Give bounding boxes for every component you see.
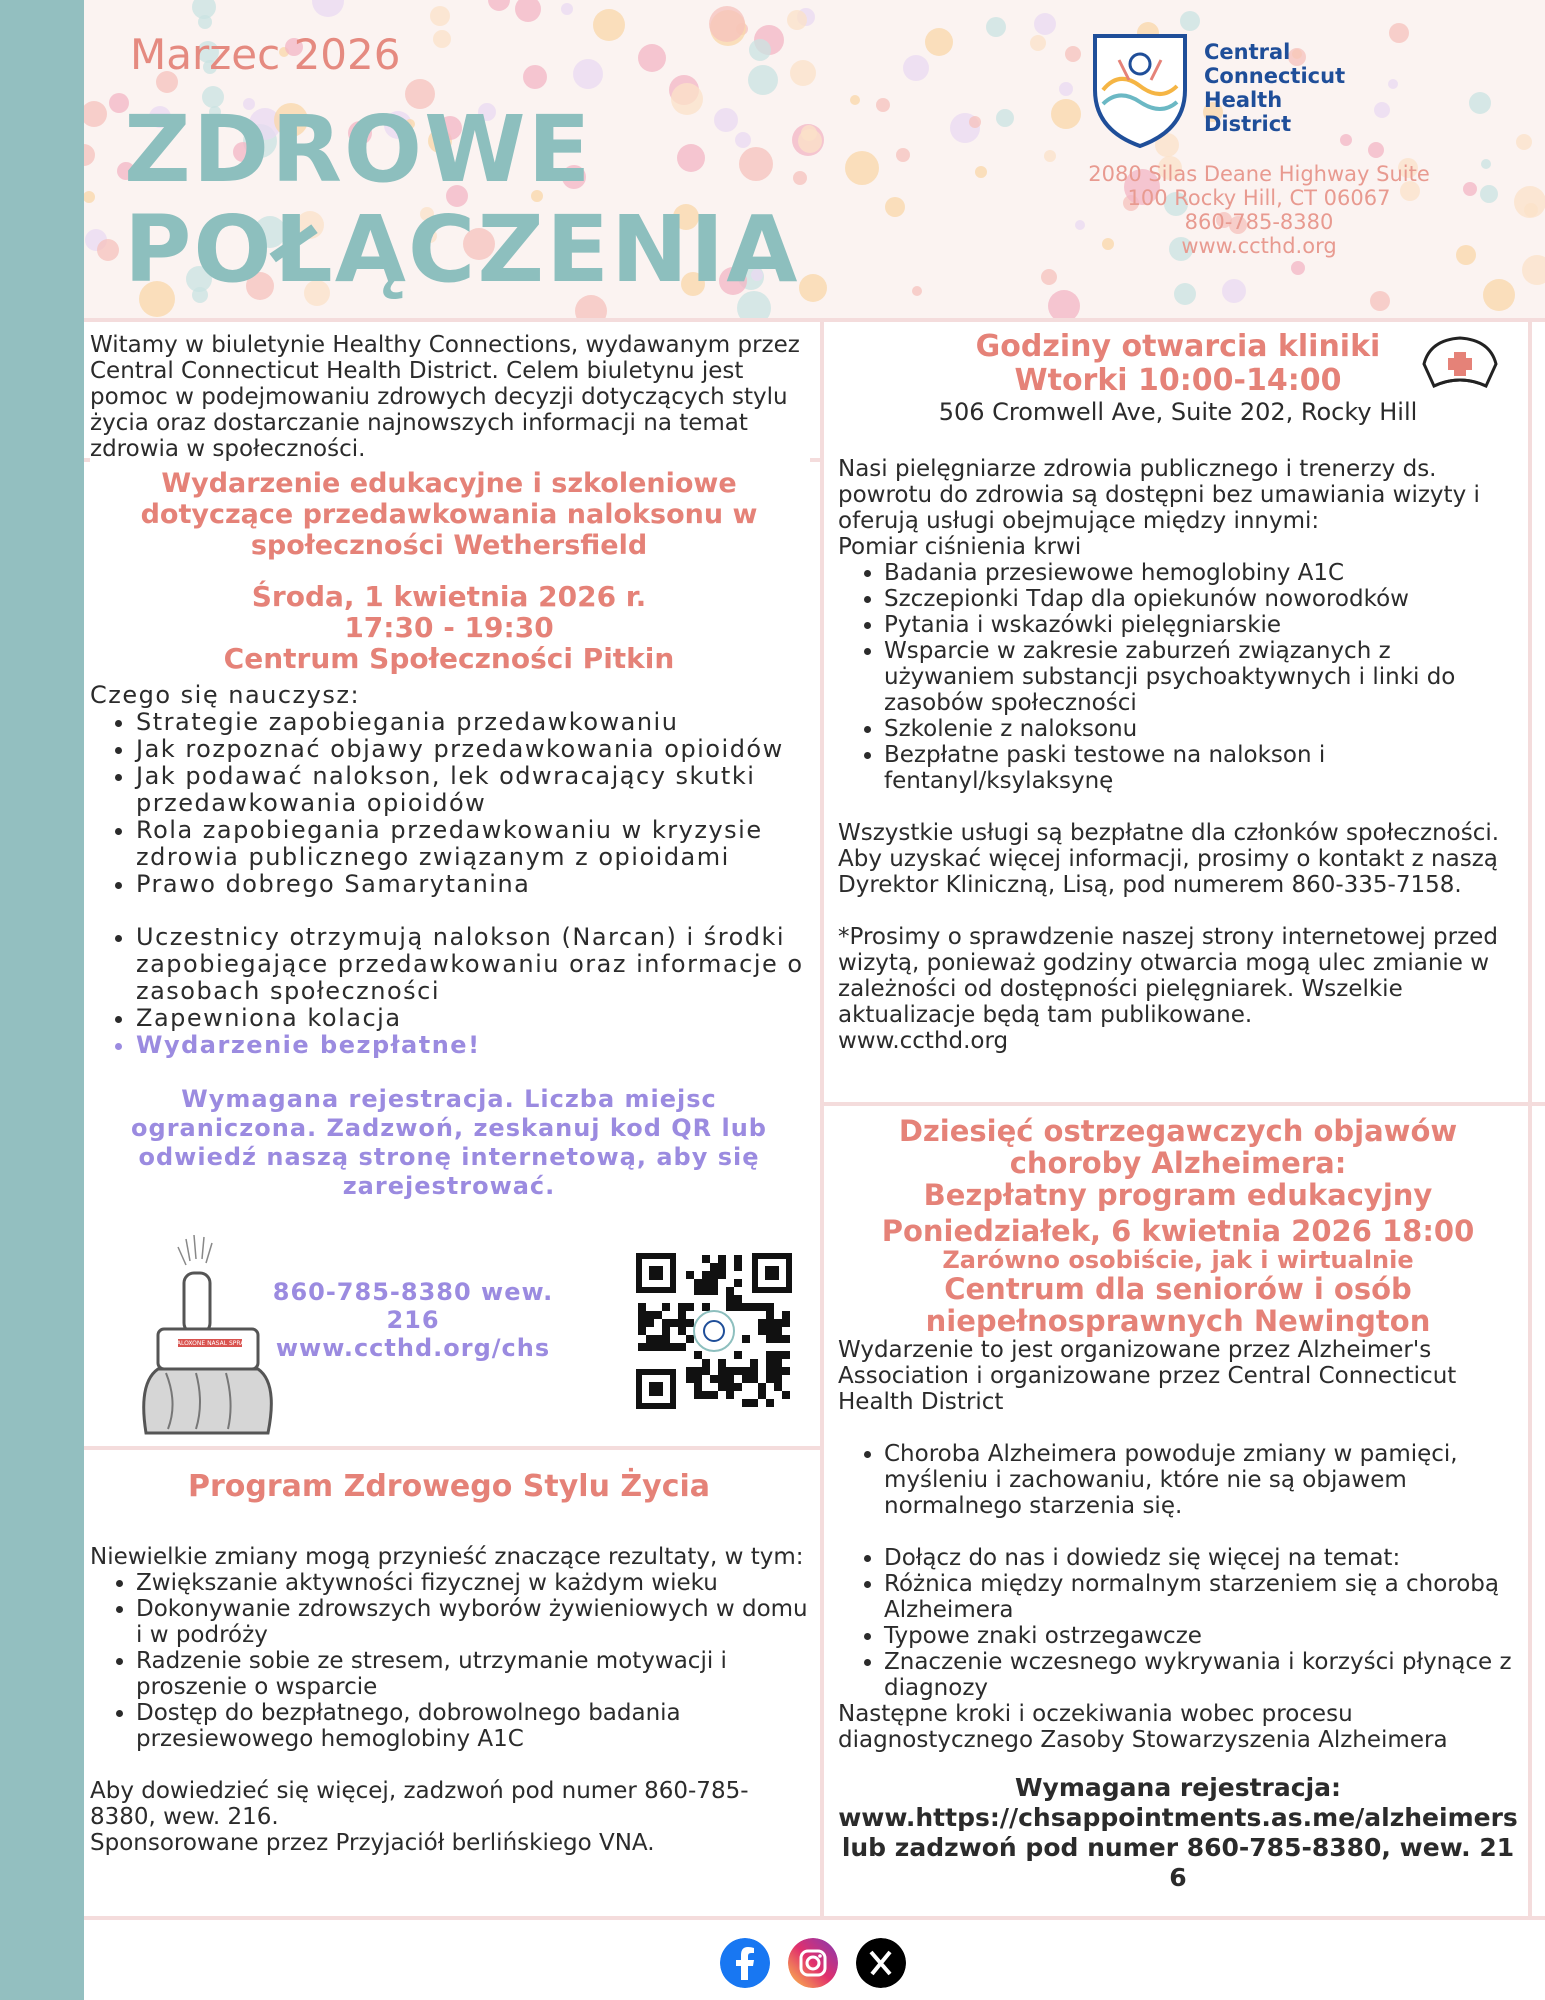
org-name-line: Connecticut [1204, 64, 1346, 88]
alz-topics-list [838, 1545, 1518, 1701]
flower-decoration [1370, 291, 1390, 311]
qr-module [758, 1303, 766, 1311]
lifestyle-title: Program Zdrowego Stylu Życia [187, 1469, 711, 1504]
flower-decoration [1048, 290, 1080, 318]
learn-label: Czego się nauczysz: [90, 681, 361, 709]
qr-module [734, 1383, 742, 1391]
qr-module [782, 1351, 790, 1359]
qr-module [774, 1383, 782, 1391]
lifestyle-list [90, 1570, 808, 1752]
list-item: • Pytania i wskazówki pielęgniarskie [884, 612, 1518, 638]
qr-module [726, 1287, 734, 1295]
qr-module [718, 1367, 726, 1375]
org-name-line: Health [1204, 88, 1283, 112]
qr-module [694, 1375, 702, 1383]
qr-module [766, 1351, 774, 1359]
qr-module [774, 1375, 782, 1383]
lifestyle-sponsor: Sponsorowane przez Przyjaciół berlińskiego VNA. [90, 1830, 655, 1856]
flower-decoration [515, 0, 541, 22]
address-website[interactable]: www.ccthd.org [1181, 234, 1337, 258]
qr-module [758, 1383, 766, 1391]
clinic-hours: Wtorki 10:00-14:00 [1014, 363, 1342, 398]
list-item: • Strategie zapobiegania przedawkowaniu [136, 709, 808, 736]
x-icon[interactable] [856, 1938, 906, 1988]
title-line-1: ZDROWE [124, 96, 593, 203]
qr-module [670, 1319, 678, 1327]
free-event-item: • Wydarzenie bezpłatne! [136, 1032, 808, 1059]
list-item: • Rola zapobiegania przedawkowaniu w kryzysie zdrowia publicznego związanym z opioidami [136, 817, 808, 871]
qr-module [726, 1375, 734, 1383]
facebook-icon[interactable] [720, 1938, 770, 1988]
qr-module [718, 1271, 726, 1279]
qr-module [774, 1319, 782, 1327]
list-item: • Wsparcie w zakresie zaburzeń związanych z używaniem substancji psychoaktywnych i linki do zasobów społeczności [884, 638, 1518, 716]
flower-decoration [84, 191, 95, 203]
flower-decoration [798, 129, 822, 153]
qr-module [766, 1311, 774, 1319]
alz-mode: Zarówno osobiście, jak i wirtualnie [942, 1246, 1414, 1274]
qr-module [774, 1359, 782, 1367]
flower-decoration [1522, 255, 1545, 285]
qr-module [734, 1303, 742, 1311]
newsletter-title [124, 96, 800, 303]
address-line: 2080 Silas Deane Highway Suite [1088, 162, 1430, 186]
flower-decoration [1041, 269, 1057, 285]
alz-intro: Wydarzenie to jest organizowane przez Alzheimer's Association i organizowane przez Central Connecticut Health District [838, 1337, 1457, 1415]
qr-module [742, 1399, 750, 1407]
registration-qr-code[interactable] [636, 1253, 792, 1409]
instagram-icon[interactable] [788, 1938, 838, 1988]
flower-decoration [850, 95, 860, 105]
qr-module [750, 1367, 758, 1375]
list-item: • Radzenie sobie ze stresem, utrzymanie motywacji i proszenie o wsparcie [136, 1648, 808, 1700]
qr-module [726, 1391, 734, 1399]
flower-decoration [885, 197, 905, 217]
qr-module [702, 1359, 710, 1367]
clinic-website-note: *Prosimy o sprawdzenie naszej strony internetowej przed wizytą, ponieważ godziny otwarcia mogą ulec zmianie w zależności od dostępności pielęgniarek. Wszelkie aktualizacje będą tam publikowane. [838, 924, 1498, 1028]
list-item: • Dokonywanie zdrowszych wyborów żywieniowych w domu i w podróży [136, 1596, 808, 1648]
flower-decoration [1034, 13, 1056, 35]
qr-module [766, 1399, 774, 1407]
qr-module [726, 1295, 734, 1303]
qr-module [694, 1351, 702, 1359]
flower-decoration [1516, 134, 1532, 150]
qr-module [766, 1367, 774, 1375]
qr-module [662, 1319, 670, 1327]
qr-module [734, 1351, 742, 1359]
qr-module [702, 1303, 710, 1311]
issue-month: Marzec 2026 [130, 30, 401, 79]
learn-list [90, 709, 808, 898]
qr-module [638, 1343, 646, 1351]
flower-decoration [1483, 279, 1515, 311]
qr-module [782, 1367, 790, 1375]
qr-module [678, 1319, 686, 1327]
qr-module [726, 1383, 734, 1391]
flower-decoration [430, 6, 450, 26]
header-banner [84, 0, 1545, 318]
qr-module [750, 1399, 758, 1407]
alz-subtitle: Bezpłatny program edukacyjny [923, 1178, 1433, 1212]
qr-module [710, 1391, 718, 1399]
qr-module [766, 1359, 774, 1367]
flower-decoration [1524, 203, 1538, 217]
qr-module [662, 1343, 670, 1351]
flower-decoration [523, 65, 547, 89]
flower-decoration [925, 28, 953, 56]
qr-module [662, 1327, 670, 1335]
qr-module [694, 1287, 702, 1295]
qr-module [646, 1311, 654, 1319]
lifestyle-intro: Niewielkie zmiany mogą przynieść znaczące rezultaty, w tym: [90, 1544, 804, 1570]
list-item: • Dostęp do bezpłatnego, dobrowolnego badania przesiewowego hemoglobiny A1C [136, 1700, 808, 1752]
qr-module [702, 1271, 710, 1279]
divider [820, 318, 824, 1918]
divider [84, 1446, 820, 1450]
list-item: • Zwiększanie aktywności fizycznej w każdym wieku [136, 1570, 808, 1596]
qr-module [702, 1391, 710, 1399]
benefits-list [90, 924, 808, 1059]
qr-module [686, 1367, 694, 1375]
flower-decoration [573, 59, 603, 89]
intro-section [90, 332, 810, 462]
list-item: • Typowe znaki ostrzegawcze [884, 1623, 1518, 1649]
qr-module [686, 1335, 694, 1343]
qr-module [742, 1375, 750, 1383]
qr-module [718, 1263, 726, 1271]
qr-module [774, 1367, 782, 1375]
flower-decoration [1030, 35, 1046, 51]
qr-module [758, 1391, 766, 1399]
qr-module [766, 1327, 774, 1335]
qr-module [694, 1391, 702, 1399]
qr-module [686, 1375, 694, 1383]
flower-decoration [1044, 150, 1056, 162]
qr-module [694, 1383, 702, 1391]
list-item: • Szczepionki Tdap dla opiekunów noworodków [884, 586, 1518, 612]
alz-place: Centrum dla seniorów i osób niepełnosprawnych Newington [925, 1272, 1431, 1338]
qr-module [766, 1375, 774, 1383]
list-item: • Jak podawać nalokson, lek odwracający skutki przedawkowania opioidów [136, 763, 808, 817]
qr-module [782, 1391, 790, 1399]
lifestyle-contact: Aby dowiedzieć się więcej, zadzwoń pod numer 860-785-8380, wew. 216. [90, 1778, 749, 1830]
qr-module [678, 1303, 686, 1311]
org-name-line: District [1204, 112, 1292, 136]
divider [824, 1102, 1545, 1106]
qr-module [774, 1327, 782, 1335]
qr-module [638, 1303, 646, 1311]
lifestyle-program-section [90, 1470, 808, 1856]
flower-decoration [97, 239, 119, 261]
qr-module [750, 1375, 758, 1383]
flower-decoration [975, 166, 987, 178]
qr-module [662, 1335, 670, 1343]
learn-section [90, 682, 808, 1059]
registration-note: Wymagana rejestracja. Liczba miejsc ograniczona. Zadzwoń, zeskanuj kod QR lub odwiedź naszą stronę internetową, aby się zarejestrować. [131, 1085, 767, 1200]
flower-decoration [749, 39, 771, 61]
list-item: • Zapewniona kolacja [136, 1005, 808, 1032]
clinic-address: 506 Cromwell Ave, Suite 202, Rocky Hill [938, 398, 1418, 426]
qr-module [734, 1255, 742, 1263]
list-item: • Choroba Alzheimera powoduje zmiany w pamięci, myśleniu i zachowaniu, które nie są objawem normalnego starzenia się. [884, 1441, 1518, 1519]
qr-module [646, 1319, 654, 1327]
qr-module [670, 1343, 678, 1351]
flower-decoration [845, 151, 879, 185]
flower-decoration [84, 101, 107, 127]
list-item: • Jak rozpoznać objawy przedawkowania opioidów [136, 736, 808, 763]
event-website[interactable]: www.ccthd.org/chs [275, 1334, 551, 1362]
flower-decoration [896, 148, 910, 162]
qr-module [686, 1303, 694, 1311]
qr-module [694, 1367, 702, 1375]
qr-module [718, 1359, 726, 1367]
flower-decoration [1469, 92, 1491, 114]
intro-text: Witamy w biuletynie Healthy Connections, wydawanym przez Central Connecticut Health District. Celem biuletynu jest pomoc w podejmowaniu zdrowych decyzji dotyczących stylu życia oraz dostarczanie najnowszych informacji na temat zdrowia w społeczności. [90, 332, 800, 462]
flower-decoration [1174, 283, 1196, 305]
qr-module [654, 1311, 662, 1319]
flower-decoration [561, 3, 573, 15]
qr-module [678, 1327, 686, 1335]
list-item: • Dołącz do nas i dowiedz się więcej na temat: [884, 1545, 1518, 1571]
alz-date: Poniedziałek, 6 kwietnia 2026 18:00 [881, 1214, 1475, 1248]
alz-next-steps: Następne kroki i oczekiwania wobec procesu diagnostycznego Zasoby Stowarzyszenia Alzheimera [838, 1701, 1448, 1753]
list-item: • Prawo dobrego Samarytanina [136, 871, 808, 898]
flower-decoration [709, 6, 745, 42]
list-item: • Różnica między normalnym starzeniem się a chorobą Alzheimera [884, 1571, 1518, 1623]
flower-decoration [1065, 46, 1081, 62]
event-time: 17:30 - 19:30 [344, 611, 554, 644]
qr-module [638, 1327, 646, 1335]
divider [84, 1916, 1545, 1920]
qr-module [702, 1279, 710, 1287]
event-title: Wydarzenie edukacyjne i szkoleniowe dotyczące przedawkowania naloksonu w społeczności Wethersfield [140, 468, 758, 561]
qr-module [678, 1343, 686, 1351]
flower-decoration [903, 55, 929, 81]
flower-decoration [312, 0, 344, 17]
qr-module [646, 1343, 654, 1351]
event-date: Środa, 1 kwietnia 2026 r. [251, 580, 647, 613]
event-place: Centrum Społeczności Pitkin [223, 642, 675, 675]
clinic-title: Godziny otwarcia kliniki [975, 329, 1381, 364]
flower-decoration [996, 109, 1014, 127]
divider [84, 318, 1545, 322]
qr-module [694, 1279, 702, 1287]
flower-decoration [986, 17, 1006, 37]
qr-module [710, 1279, 718, 1287]
org-name-line: Central [1204, 40, 1291, 64]
flower-decoration [969, 116, 981, 128]
flower-decoration [787, 10, 807, 30]
qr-module [726, 1367, 734, 1375]
nurse-cap-icon [1420, 334, 1500, 394]
flower-decoration [1059, 82, 1073, 96]
address-phone: 860-785-8380 [1184, 210, 1334, 234]
qr-module [662, 1303, 670, 1311]
qr-module [638, 1311, 646, 1319]
flower-decoration [876, 98, 890, 112]
qr-module [750, 1359, 758, 1367]
alz-title: Dziesięć ostrzegawczych objawów choroby Alzheimera: [898, 1114, 1458, 1180]
clinic-hours-section [838, 330, 1518, 1054]
flower-decoration [790, 60, 816, 86]
qr-module [734, 1263, 742, 1271]
event-phone[interactable]: 860-785-8380 wew. 216 [272, 1278, 554, 1334]
left-sidebar-band [0, 0, 84, 2000]
alz-reg-link[interactable]: www.https://chsappointments.as.me/alzheimers lub zadzwoń pod numer 860-785-8380, wew. 216 [838, 1803, 1518, 1892]
qr-module [734, 1367, 742, 1375]
qr-module [758, 1327, 766, 1335]
flower-decoration [1291, 261, 1305, 275]
qr-module [654, 1343, 662, 1351]
qr-module [702, 1255, 710, 1263]
qr-module [710, 1287, 718, 1295]
clinic-website[interactable]: www.ccthd.org [838, 1028, 1009, 1054]
clinic-services-list [838, 560, 1518, 794]
flower-decoration [748, 65, 778, 95]
divider [1528, 318, 1532, 1918]
qr-module [742, 1367, 750, 1375]
qr-module [718, 1383, 726, 1391]
flower-decoration [638, 44, 666, 72]
clinic-first-service: Pomiar ciśnienia krwi [838, 534, 1082, 560]
qr-module [686, 1319, 694, 1327]
org-address [1004, 162, 1514, 258]
list-item: • Znaczenie wczesnego wykrywania i korzyści płynące z diagnozy [884, 1649, 1518, 1701]
qr-module [678, 1311, 686, 1319]
qr-module [702, 1367, 710, 1375]
list-item: • Badania przesiewowe hemoglobiny A1C [884, 560, 1518, 586]
qr-module [766, 1303, 774, 1311]
qr-module [654, 1335, 662, 1343]
qr-module [766, 1319, 774, 1327]
nasal-spray-illustration [138, 1233, 288, 1443]
alz-reg-label: Wymagana rejestracja: [1014, 1773, 1342, 1802]
flower-decoration [593, 9, 625, 41]
flower-decoration [198, 15, 212, 29]
qr-module [782, 1335, 790, 1343]
qr-module [718, 1255, 726, 1263]
qr-module [686, 1271, 694, 1279]
qr-module [766, 1335, 774, 1343]
address-line: 100 Rocky Hill, CT 06067 [1127, 186, 1391, 210]
flower-decoration [1180, 11, 1200, 31]
qr-module [710, 1375, 718, 1383]
qr-module [638, 1319, 646, 1327]
qr-module [782, 1319, 790, 1327]
qr-module [718, 1375, 726, 1383]
qr-module [646, 1335, 654, 1343]
flower-decoration [1051, 99, 1081, 129]
qr-module [734, 1295, 742, 1303]
event-contact [268, 1278, 558, 1362]
flower-decoration [799, 274, 827, 302]
qr-module [758, 1319, 766, 1327]
flower-decoration [912, 286, 922, 296]
qr-module [742, 1335, 750, 1343]
clinic-free-note: Wszystkie usługi są bezpłatne dla członków społeczności. Aby uzyskać więcej informacji, prosimy o kontakt z naszą Dyrektor Kliniczną, Lisą, pod numerem 860-335-7158. [838, 820, 1500, 898]
alzheimer-program-section [838, 1115, 1518, 1893]
qr-module [742, 1303, 750, 1311]
flower-decoration [433, 30, 451, 48]
spray-label: NALOXONE NASAL SPRAY [172, 1340, 248, 1347]
org-name [1204, 40, 1345, 136]
qr-module [710, 1271, 718, 1279]
list-item: • Uczestnicy otrzymują nalokson (Narcan) i środki zapobiegające przedawkowaniu oraz informacje o zasobach społeczności [136, 924, 808, 1005]
flower-decoration [1222, 279, 1246, 303]
title-line-2: POŁĄCZENIA [124, 196, 800, 303]
flower-decoration [488, 0, 510, 11]
qr-module [750, 1303, 758, 1311]
clinic-intro: Nasi pielęgniarze zdrowia publicznego i trenerzy ds. powrotu do zdrowia są dostępni bez umawiania wizyty i oferują usługi obejmujące między innymi: [838, 456, 1480, 534]
qr-module [774, 1335, 782, 1343]
qr-module [702, 1287, 710, 1295]
flower-decoration [84, 144, 95, 166]
qr-module [726, 1303, 734, 1311]
alz-point-list [838, 1441, 1518, 1519]
qr-module [774, 1351, 782, 1359]
list-item: • Bezpłatne paski testowe na nalokson i fentanyl/ksylaksynę [884, 742, 1518, 794]
qr-module [710, 1263, 718, 1271]
list-item: • Szkolenie z naloksonu [884, 716, 1518, 742]
qr-module [734, 1279, 742, 1287]
qr-module [782, 1311, 790, 1319]
